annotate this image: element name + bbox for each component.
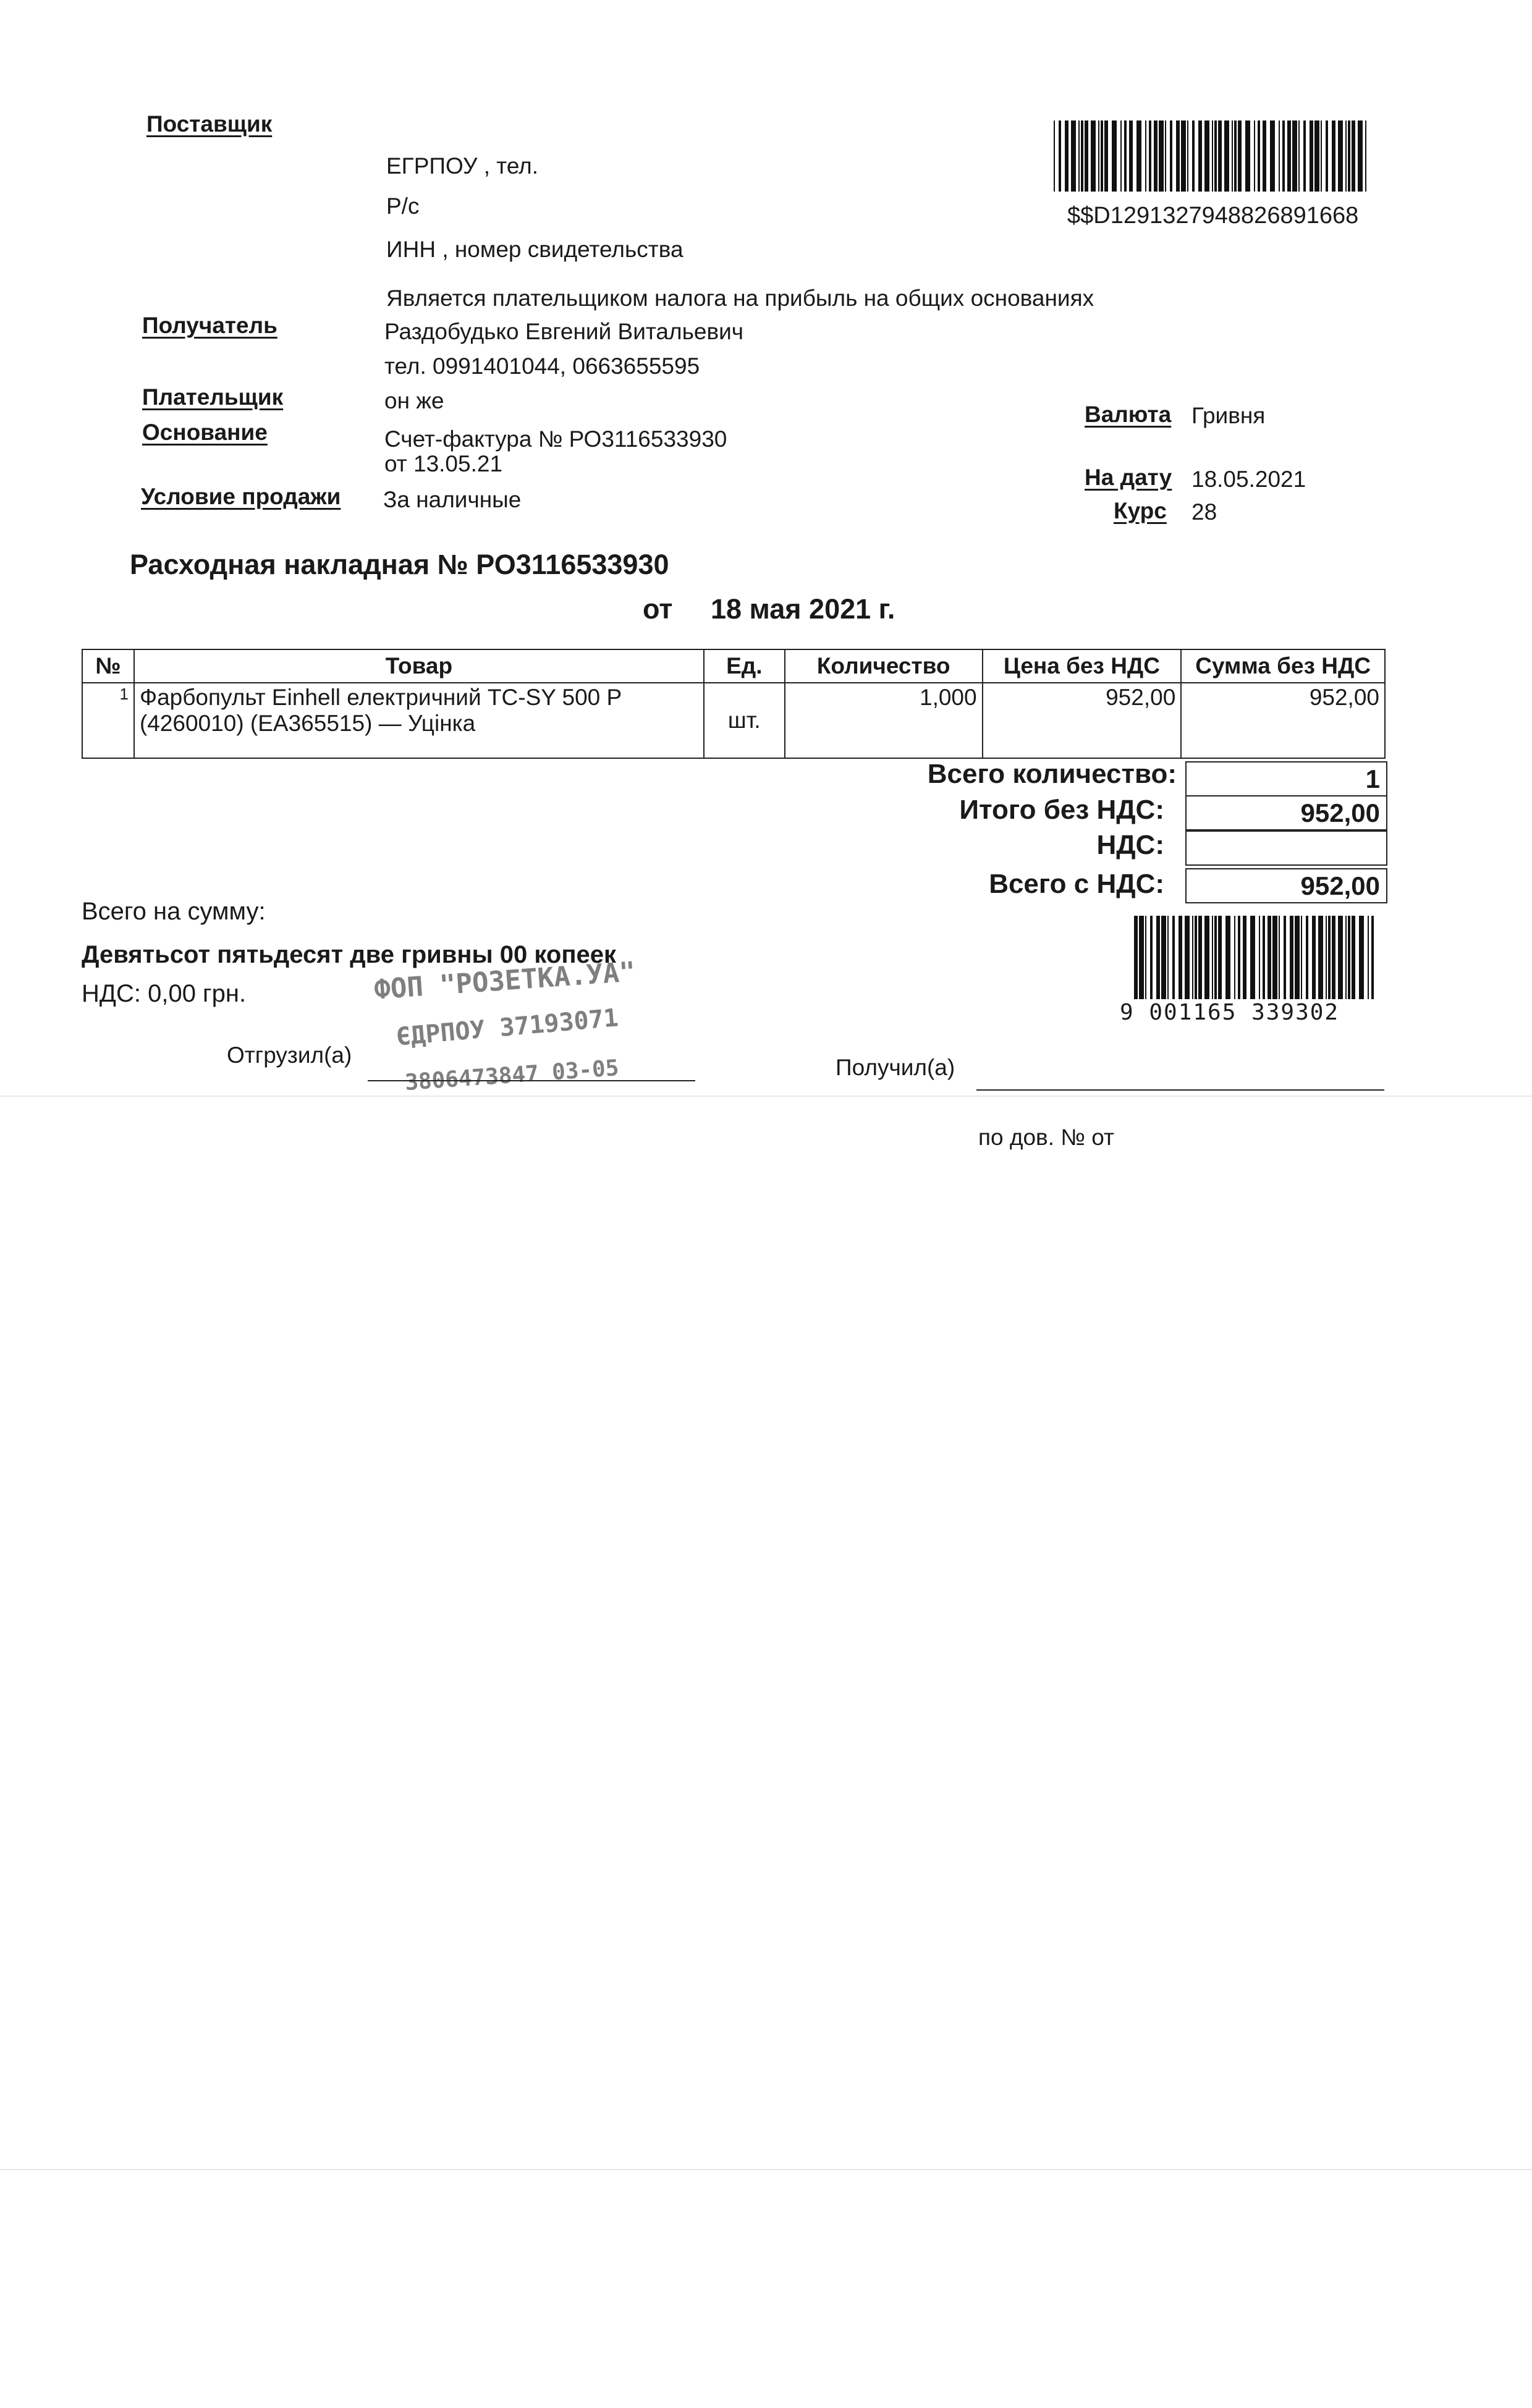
barcode-bar [1250, 916, 1255, 999]
subtotal-value: 952,00 [1185, 795, 1387, 830]
barcode-bar [1338, 120, 1343, 192]
barcode-bar [1263, 120, 1266, 192]
date-value: 18.05.2021 [1191, 467, 1306, 492]
barcode-bar [1179, 916, 1182, 999]
barcode-bar [1306, 916, 1308, 999]
subtotal-label: Итого без НДС: [959, 795, 1164, 825]
shipped-signature-line [368, 1080, 695, 1081]
barcode-bar [1150, 916, 1153, 999]
payer-label: Плательщик [142, 384, 284, 410]
barcode-bar [1279, 120, 1280, 192]
document-title: Расходная накладная № РО3116533930 [130, 549, 669, 580]
received-label: Получил(а) [836, 1055, 955, 1080]
fold-line-upper [0, 1096, 1532, 1097]
vat-value [1185, 830, 1387, 866]
barcode-bar [1101, 120, 1103, 192]
shipped-label: Отгрузил(а) [227, 1042, 352, 1068]
barcode-bar [1185, 916, 1190, 999]
barcode-bar [1091, 120, 1096, 192]
barcode-bar [1059, 120, 1061, 192]
barcode-bar [1065, 120, 1069, 192]
barcode-bar [1156, 916, 1160, 999]
barcode-bar [1214, 916, 1217, 999]
sale-terms-label: Условие продажи [141, 484, 341, 509]
barcode-bar [1081, 120, 1083, 192]
barcode-bar [1192, 916, 1193, 999]
barcode-bar [1085, 120, 1088, 192]
sum-words-vat: НДС: 0,00 грн. [82, 980, 247, 1007]
total-qty-value: 1 [1185, 761, 1387, 796]
row-product [134, 683, 704, 758]
sum-words-text: Девятьсот пятьдесят две гривны 00 копеек [82, 941, 616, 968]
barcode-bar [1352, 916, 1355, 999]
total-value: 952,00 [1185, 868, 1387, 903]
sale-terms-value: За наличные [383, 487, 522, 512]
barcode-bar [1352, 120, 1355, 192]
barcode-bar [1345, 916, 1347, 999]
barcode-bar [1134, 916, 1138, 999]
barcode-bar [1192, 120, 1195, 192]
barcode-bar [1120, 120, 1122, 192]
barcode-bar [1161, 916, 1166, 999]
barcode-bar [1328, 916, 1331, 999]
barcode-bar [1232, 120, 1233, 192]
stamp-line3: 3806473847 03-05 [404, 1055, 620, 1096]
barcode-bar [1332, 916, 1335, 999]
barcode-bar [1295, 916, 1300, 999]
barcode-bar [1149, 120, 1151, 192]
barcode-bar [1218, 916, 1222, 999]
barcode-bar [1358, 120, 1363, 192]
sum-words-label: Всего на сумму: [82, 898, 266, 925]
barcode-bar [1234, 120, 1237, 192]
barcode-bar [1365, 120, 1366, 192]
recipient-phones: тел. 0991401044, 0663655595 [384, 353, 700, 379]
barcode-bar [1165, 120, 1166, 192]
recipient-label: Получатель [142, 313, 277, 338]
barcode-bar [1124, 120, 1127, 192]
bottom-barcode-text: 9 001165 339302 [1120, 1000, 1340, 1025]
row-sum: 952,00 [1181, 683, 1385, 758]
barcode-bar [1198, 120, 1202, 192]
barcode-bar [1272, 916, 1277, 999]
barcode-bar [1279, 916, 1280, 999]
barcode-bar [1212, 916, 1213, 999]
barcode-bar [1176, 120, 1180, 192]
barcode-bar [1348, 120, 1350, 192]
row-qty: 1,000 [785, 683, 983, 758]
supplier-tax-status: Является плательщиком налога на прибыль на общих основаниях [386, 285, 1094, 311]
barcode-bar [1258, 120, 1260, 192]
rate-value: 28 [1191, 499, 1217, 525]
barcode-bar [1301, 916, 1302, 999]
barcode-bar [1145, 120, 1146, 192]
barcode-bar [1326, 120, 1328, 192]
currency-label: Валюта [1085, 402, 1172, 427]
barcode-bar [1348, 916, 1350, 999]
barcode-bar [1212, 120, 1213, 192]
col-header-qty: Количество [785, 649, 983, 683]
items-table [82, 649, 1386, 759]
barcode-bar [1159, 120, 1164, 192]
total-label: Всего с НДС: [989, 869, 1164, 899]
barcode-bar [1284, 916, 1286, 999]
barcode-bar [1243, 916, 1246, 999]
barcode-bar [1254, 120, 1255, 192]
barcode-bar [1054, 120, 1055, 192]
barcode-bar [1204, 120, 1209, 192]
top-barcode [1054, 120, 1369, 192]
barcode-bar [1259, 916, 1260, 999]
recipient-name: Раздобудько Евгений Витальевич [384, 319, 744, 344]
barcode-bar [1298, 120, 1300, 192]
stamp-line1: ФОП "РОЗЕТКА.УА" [373, 956, 637, 1006]
table-header-row [82, 649, 1385, 683]
col-header-price: Цена без НДС [983, 649, 1182, 683]
barcode-bar [1270, 120, 1275, 192]
barcode-bar [1312, 916, 1316, 999]
barcode-bar [1282, 120, 1285, 192]
total-qty-label: Всего количество: [927, 759, 1177, 789]
barcode-bar [1338, 916, 1343, 999]
vat-label: НДС: [1096, 830, 1164, 860]
barcode-bar [1332, 120, 1335, 192]
barcode-bar [1181, 120, 1186, 192]
supplier-edrpou: ЕГРПОУ , тел. [386, 153, 539, 179]
barcode-bar [1238, 916, 1240, 999]
top-barcode-text: $$D1291327948826891668 [1067, 203, 1359, 229]
row-price: 952,00 [983, 683, 1182, 758]
barcode-bar [1154, 120, 1157, 192]
barcode-bar [1314, 120, 1319, 192]
stamp-line2: ЄДРПОУ 37193071 [394, 1003, 620, 1052]
row-num: 1 [82, 683, 134, 758]
bottom-barcode [1134, 916, 1378, 1008]
payer-value: он же [384, 388, 444, 413]
basis-value: Счет-фактура № РО3116533930 [384, 426, 727, 452]
barcode-bar [1245, 120, 1250, 192]
barcode-bar [1292, 120, 1297, 192]
barcode-bar [1287, 120, 1291, 192]
document-date-prefix: от [643, 593, 673, 625]
barcode-bar [1078, 120, 1080, 192]
supplier-inn: ИНН , номер свидетельства [386, 237, 683, 262]
barcode-bar [1225, 916, 1230, 999]
basis-label: Основание [142, 420, 268, 445]
barcode-bar [1195, 916, 1197, 999]
fold-line-lower [0, 2169, 1532, 2170]
barcode-bar [1112, 120, 1117, 192]
col-header-num: № [82, 649, 134, 683]
barcode-bar [1139, 916, 1144, 999]
basis-date: от 13.05.21 [384, 451, 503, 476]
barcode-bar [1136, 120, 1141, 192]
barcode-bar [1238, 120, 1242, 192]
barcode-bar [1263, 916, 1265, 999]
barcode-bar [1172, 916, 1175, 999]
date-label: На дату [1085, 465, 1172, 490]
currency-value: Гривня [1191, 403, 1266, 428]
col-header-product: Товар [134, 649, 704, 683]
rate-label: Курс [1114, 498, 1167, 523]
row-product-line1: Фарбопульт Einhell електричний TC-SY 500 P [139, 685, 622, 710]
barcode-bar [1071, 120, 1076, 192]
barcode-bar [1303, 120, 1306, 192]
barcode-bar [1234, 916, 1235, 999]
barcode-bar [1359, 916, 1364, 999]
barcode-bar [1204, 916, 1209, 999]
barcode-bar [1187, 120, 1188, 192]
barcode-bar [1129, 120, 1133, 192]
barcode-bar [1321, 120, 1322, 192]
barcode-bar [1218, 120, 1222, 192]
supplier-account: Р/с [386, 193, 420, 219]
barcode-bar [1198, 916, 1202, 999]
barcode-bar [1104, 120, 1108, 192]
barcode-bar [1170, 120, 1172, 192]
col-header-sum: Сумма без НДС [1181, 649, 1385, 683]
barcode-bar [1310, 120, 1313, 192]
barcode-bar [1368, 916, 1369, 999]
received-signature-line [976, 1089, 1384, 1091]
barcode-bar [1371, 916, 1374, 999]
col-header-unit: Ед. [704, 649, 785, 683]
document-date: 18 мая 2021 г. [711, 593, 895, 625]
row-product-line2: (4260010) (ЕА365515) — Уцінка [139, 711, 476, 736]
barcode-bar [1318, 916, 1323, 999]
supplier-label: Поставщик [146, 111, 273, 137]
barcode-bar [1345, 120, 1347, 192]
table-row [82, 683, 1385, 758]
barcode-bar [1167, 916, 1169, 999]
barcode-bar [1267, 916, 1271, 999]
barcode-bar [1214, 120, 1217, 192]
barcode-bar [1145, 916, 1146, 999]
proxy-label: по дов. № от [978, 1125, 1114, 1150]
barcode-bar [1224, 120, 1229, 192]
row-unit: шт. [704, 683, 785, 758]
barcode-bar [1326, 916, 1327, 999]
barcode-bar [1098, 120, 1099, 192]
barcode-bar [1290, 916, 1293, 999]
